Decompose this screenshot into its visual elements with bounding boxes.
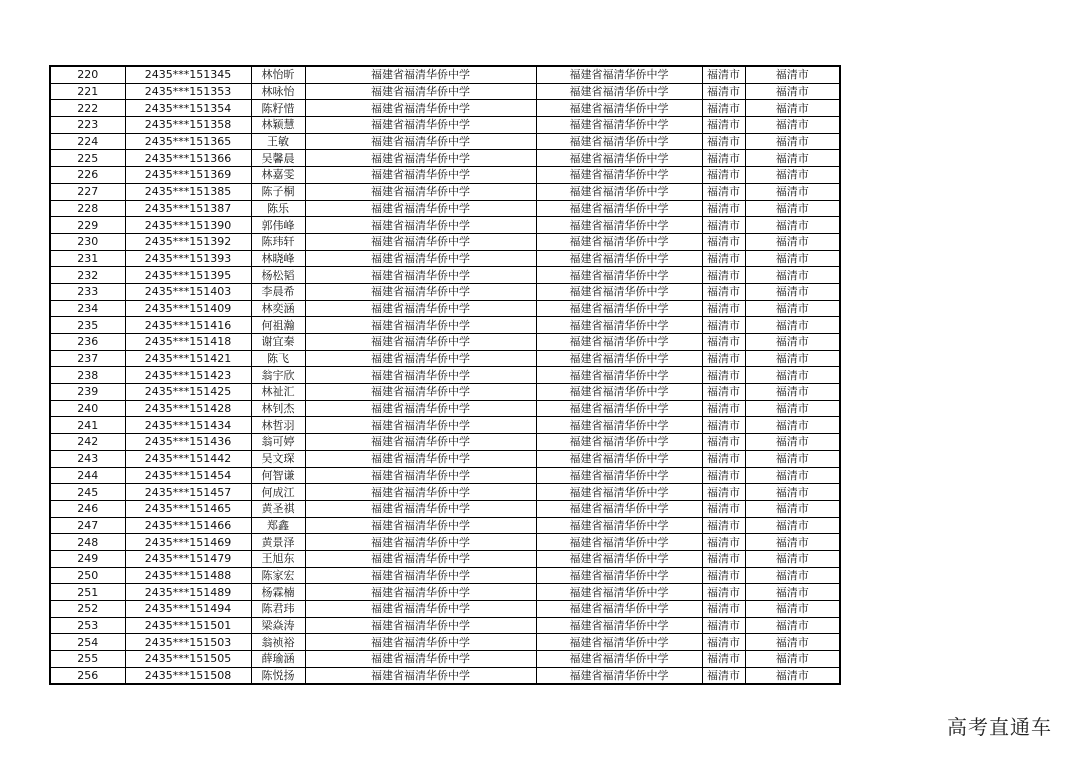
district-cell: 福清市 — [745, 183, 840, 200]
row-number-cell: 238 — [50, 367, 125, 384]
registration-school-cell: 福建省福清华侨中学 — [536, 233, 702, 250]
student-name-cell: 何成江 — [251, 484, 305, 501]
school-cell: 福建省福清华侨中学 — [305, 233, 536, 250]
registration-school-cell: 福建省福清华侨中学 — [536, 617, 702, 634]
registration-school-cell: 福建省福清华侨中学 — [536, 517, 702, 534]
student-name-cell: 郑鑫 — [251, 517, 305, 534]
district-cell: 福清市 — [745, 634, 840, 651]
student-name-cell: 梁焱涛 — [251, 617, 305, 634]
row-number-cell: 253 — [50, 617, 125, 634]
row-number-cell: 239 — [50, 384, 125, 401]
school-cell: 福建省福清华侨中学 — [305, 484, 536, 501]
city-cell: 福清市 — [702, 66, 745, 83]
row-number-cell: 245 — [50, 484, 125, 501]
registration-school-cell: 福建省福清华侨中学 — [536, 601, 702, 618]
row-number-cell: 228 — [50, 200, 125, 217]
school-cell: 福建省福清华侨中学 — [305, 584, 536, 601]
exam-id-cell: 2435***151508 — [125, 667, 251, 684]
city-cell: 福清市 — [702, 434, 745, 451]
registration-school-cell: 福建省福清华侨中学 — [536, 434, 702, 451]
city-cell: 福清市 — [702, 250, 745, 267]
school-cell: 福建省福清华侨中学 — [305, 384, 536, 401]
row-number-cell: 231 — [50, 250, 125, 267]
row-number-cell: 237 — [50, 350, 125, 367]
exam-id-cell: 2435***151494 — [125, 601, 251, 618]
student-name-cell: 林晓峰 — [251, 250, 305, 267]
city-cell: 福清市 — [702, 100, 745, 117]
district-cell: 福清市 — [745, 117, 840, 134]
row-number-cell: 250 — [50, 567, 125, 584]
city-cell: 福清市 — [702, 117, 745, 134]
student-name-cell: 杨松韬 — [251, 267, 305, 284]
table-row — [50, 283, 840, 300]
district-cell: 福清市 — [745, 200, 840, 217]
exam-id-cell: 2435***151385 — [125, 183, 251, 200]
district-cell: 福清市 — [745, 250, 840, 267]
school-cell: 福建省福清华侨中学 — [305, 400, 536, 417]
student-name-cell: 林奕涵 — [251, 300, 305, 317]
table-row — [50, 651, 840, 668]
city-cell: 福清市 — [702, 317, 745, 334]
district-cell: 福清市 — [745, 334, 840, 351]
district-cell: 福清市 — [745, 350, 840, 367]
row-number-cell: 255 — [50, 651, 125, 668]
exam-id-cell: 2435***151390 — [125, 217, 251, 234]
school-cell: 福建省福清华侨中学 — [305, 300, 536, 317]
table-row — [50, 467, 840, 484]
row-number-cell: 229 — [50, 217, 125, 234]
registration-school-cell: 福建省福清华侨中学 — [536, 550, 702, 567]
registration-school-cell: 福建省福清华侨中学 — [536, 217, 702, 234]
city-cell: 福清市 — [702, 300, 745, 317]
exam-id-cell: 2435***151425 — [125, 384, 251, 401]
city-cell: 福清市 — [702, 133, 745, 150]
exam-id-cell: 2435***151428 — [125, 400, 251, 417]
school-cell: 福建省福清华侨中学 — [305, 250, 536, 267]
registration-school-cell: 福建省福清华侨中学 — [536, 300, 702, 317]
exam-id-cell: 2435***151457 — [125, 484, 251, 501]
school-cell: 福建省福清华侨中学 — [305, 417, 536, 434]
district-cell: 福清市 — [745, 567, 840, 584]
exam-id-cell: 2435***151418 — [125, 334, 251, 351]
exam-id-cell: 2435***151442 — [125, 450, 251, 467]
city-cell: 福清市 — [702, 400, 745, 417]
student-name-cell: 陈籽惜 — [251, 100, 305, 117]
school-cell: 福建省福清华侨中学 — [305, 517, 536, 534]
table-row — [50, 317, 840, 334]
student-name-cell: 吴馨晨 — [251, 150, 305, 167]
table-row — [50, 100, 840, 117]
city-cell: 福清市 — [702, 467, 745, 484]
exam-id-cell: 2435***151353 — [125, 83, 251, 100]
row-number-cell: 224 — [50, 133, 125, 150]
city-cell: 福清市 — [702, 200, 745, 217]
city-cell: 福清市 — [702, 334, 745, 351]
city-cell: 福清市 — [702, 617, 745, 634]
student-name-cell: 陈飞 — [251, 350, 305, 367]
exam-id-cell: 2435***151403 — [125, 283, 251, 300]
registration-school-cell: 福建省福清华侨中学 — [536, 567, 702, 584]
row-number-cell: 251 — [50, 584, 125, 601]
student-name-cell: 王旭东 — [251, 550, 305, 567]
city-cell: 福清市 — [702, 384, 745, 401]
exam-id-cell: 2435***151395 — [125, 267, 251, 284]
school-cell: 福建省福清华侨中学 — [305, 367, 536, 384]
student-name-cell: 林嘉雯 — [251, 167, 305, 184]
registration-school-cell: 福建省福清华侨中学 — [536, 484, 702, 501]
exam-id-cell: 2435***151392 — [125, 233, 251, 250]
school-cell: 福建省福清华侨中学 — [305, 183, 536, 200]
row-number-cell: 221 — [50, 83, 125, 100]
district-cell: 福清市 — [745, 300, 840, 317]
city-cell: 福清市 — [702, 367, 745, 384]
school-cell: 福建省福清华侨中学 — [305, 500, 536, 517]
city-cell: 福清市 — [702, 167, 745, 184]
city-cell: 福清市 — [702, 651, 745, 668]
student-name-cell: 翁可婷 — [251, 434, 305, 451]
table-row — [50, 334, 840, 351]
table-row — [50, 500, 840, 517]
city-cell: 福清市 — [702, 150, 745, 167]
registration-school-cell: 福建省福清华侨中学 — [536, 66, 702, 83]
city-cell: 福清市 — [702, 417, 745, 434]
city-cell: 福清市 — [702, 534, 745, 551]
table-row — [50, 350, 840, 367]
exam-id-cell: 2435***151501 — [125, 617, 251, 634]
exam-id-cell: 2435***151505 — [125, 651, 251, 668]
table-row — [50, 217, 840, 234]
city-cell: 福清市 — [702, 267, 745, 284]
school-cell: 福建省福清华侨中学 — [305, 450, 536, 467]
school-cell: 福建省福清华侨中学 — [305, 567, 536, 584]
student-name-cell: 翁宇欣 — [251, 367, 305, 384]
roster-body — [50, 66, 840, 684]
district-cell: 福清市 — [745, 601, 840, 618]
student-name-cell: 谢宜秦 — [251, 334, 305, 351]
student-name-cell: 陈君玮 — [251, 601, 305, 618]
student-name-cell: 何祖瀚 — [251, 317, 305, 334]
exam-id-cell: 2435***151466 — [125, 517, 251, 534]
row-number-cell: 225 — [50, 150, 125, 167]
school-cell: 福建省福清华侨中学 — [305, 334, 536, 351]
student-name-cell: 林咏怡 — [251, 83, 305, 100]
district-cell: 福清市 — [745, 667, 840, 684]
district-cell: 福清市 — [745, 500, 840, 517]
student-name-cell: 翁祯裕 — [251, 634, 305, 651]
registration-school-cell: 福建省福清华侨中学 — [536, 133, 702, 150]
school-cell: 福建省福清华侨中学 — [305, 267, 536, 284]
district-cell: 福清市 — [745, 450, 840, 467]
school-cell: 福建省福清华侨中学 — [305, 66, 536, 83]
student-name-cell: 陈乐 — [251, 200, 305, 217]
table-row — [50, 617, 840, 634]
registration-school-cell: 福建省福清华侨中学 — [536, 450, 702, 467]
exam-id-cell: 2435***151469 — [125, 534, 251, 551]
school-cell: 福建省福清华侨中学 — [305, 534, 536, 551]
table-row — [50, 117, 840, 134]
school-cell: 福建省福清华侨中学 — [305, 467, 536, 484]
registration-school-cell: 福建省福清华侨中学 — [536, 651, 702, 668]
city-cell: 福清市 — [702, 550, 745, 567]
district-cell: 福清市 — [745, 467, 840, 484]
table-row — [50, 250, 840, 267]
table-row — [50, 183, 840, 200]
student-name-cell: 黄圣祺 — [251, 500, 305, 517]
registration-school-cell: 福建省福清华侨中学 — [536, 400, 702, 417]
row-number-cell: 234 — [50, 300, 125, 317]
school-cell: 福建省福清华侨中学 — [305, 434, 536, 451]
district-cell: 福清市 — [745, 267, 840, 284]
exam-id-cell: 2435***151465 — [125, 500, 251, 517]
student-name-cell: 林钊杰 — [251, 400, 305, 417]
table-row — [50, 267, 840, 284]
school-cell: 福建省福清华侨中学 — [305, 317, 536, 334]
student-name-cell: 陈玮轩 — [251, 233, 305, 250]
table-row — [50, 167, 840, 184]
school-cell: 福建省福清华侨中学 — [305, 667, 536, 684]
registration-school-cell: 福建省福清华侨中学 — [536, 167, 702, 184]
city-cell: 福清市 — [702, 233, 745, 250]
student-name-cell: 吴文琛 — [251, 450, 305, 467]
city-cell: 福清市 — [702, 283, 745, 300]
row-number-cell: 222 — [50, 100, 125, 117]
watermark-text: 高考直通车 — [947, 715, 1052, 739]
school-cell: 福建省福清华侨中学 — [305, 117, 536, 134]
registration-school-cell: 福建省福清华侨中学 — [536, 83, 702, 100]
city-cell: 福清市 — [702, 83, 745, 100]
student-name-cell: 杨霖楠 — [251, 584, 305, 601]
school-cell: 福建省福清华侨中学 — [305, 167, 536, 184]
district-cell: 福清市 — [745, 317, 840, 334]
district-cell: 福清市 — [745, 133, 840, 150]
student-name-cell: 何智谦 — [251, 467, 305, 484]
school-cell: 福建省福清华侨中学 — [305, 601, 536, 618]
row-number-cell: 254 — [50, 634, 125, 651]
exam-id-cell: 2435***151358 — [125, 117, 251, 134]
row-number-cell: 240 — [50, 400, 125, 417]
district-cell: 福清市 — [745, 384, 840, 401]
student-name-cell: 林颖慧 — [251, 117, 305, 134]
registration-school-cell: 福建省福清华侨中学 — [536, 100, 702, 117]
exam-id-cell: 2435***151393 — [125, 250, 251, 267]
district-cell: 福清市 — [745, 283, 840, 300]
registration-school-cell: 福建省福清华侨中学 — [536, 367, 702, 384]
city-cell: 福清市 — [702, 484, 745, 501]
exam-id-cell: 2435***151345 — [125, 66, 251, 83]
table-row — [50, 367, 840, 384]
student-name-cell: 郭伟峰 — [251, 217, 305, 234]
school-cell: 福建省福清华侨中学 — [305, 651, 536, 668]
registration-school-cell: 福建省福清华侨中学 — [536, 334, 702, 351]
exam-id-cell: 2435***151365 — [125, 133, 251, 150]
school-cell: 福建省福清华侨中学 — [305, 550, 536, 567]
table-row — [50, 150, 840, 167]
district-cell: 福清市 — [745, 400, 840, 417]
table-row — [50, 66, 840, 83]
district-cell: 福清市 — [745, 367, 840, 384]
registration-school-cell: 福建省福清华侨中学 — [536, 500, 702, 517]
row-number-cell: 247 — [50, 517, 125, 534]
city-cell: 福清市 — [702, 350, 745, 367]
district-cell: 福清市 — [745, 233, 840, 250]
row-number-cell: 249 — [50, 550, 125, 567]
district-cell: 福清市 — [745, 217, 840, 234]
district-cell: 福清市 — [745, 167, 840, 184]
student-name-cell: 黄景泽 — [251, 534, 305, 551]
row-number-cell: 220 — [50, 66, 125, 83]
row-number-cell: 223 — [50, 117, 125, 134]
registration-school-cell: 福建省福清华侨中学 — [536, 417, 702, 434]
row-number-cell: 241 — [50, 417, 125, 434]
city-cell: 福清市 — [702, 567, 745, 584]
table-row — [50, 484, 840, 501]
student-name-cell: 林祉汇 — [251, 384, 305, 401]
school-cell: 福建省福清华侨中学 — [305, 617, 536, 634]
student-roster-table — [49, 65, 841, 685]
city-cell: 福清市 — [702, 667, 745, 684]
row-number-cell: 226 — [50, 167, 125, 184]
district-cell: 福清市 — [745, 651, 840, 668]
registration-school-cell: 福建省福清华侨中学 — [536, 283, 702, 300]
city-cell: 福清市 — [702, 517, 745, 534]
row-number-cell: 232 — [50, 267, 125, 284]
registration-school-cell: 福建省福清华侨中学 — [536, 667, 702, 684]
table-row — [50, 384, 840, 401]
table-row — [50, 634, 840, 651]
student-name-cell: 陈悦扬 — [251, 667, 305, 684]
district-cell: 福清市 — [745, 550, 840, 567]
exam-id-cell: 2435***151387 — [125, 200, 251, 217]
district-cell: 福清市 — [745, 100, 840, 117]
school-cell: 福建省福清华侨中学 — [305, 133, 536, 150]
student-name-cell: 薛瑜涵 — [251, 651, 305, 668]
table-row — [50, 133, 840, 150]
table-row — [50, 584, 840, 601]
student-name-cell: 陈子桐 — [251, 183, 305, 200]
school-cell: 福建省福清华侨中学 — [305, 100, 536, 117]
registration-school-cell: 福建省福清华侨中学 — [536, 250, 702, 267]
district-cell: 福清市 — [745, 484, 840, 501]
city-cell: 福清市 — [702, 601, 745, 618]
district-cell: 福清市 — [745, 150, 840, 167]
exam-id-cell: 2435***151434 — [125, 417, 251, 434]
registration-school-cell: 福建省福清华侨中学 — [536, 317, 702, 334]
registration-school-cell: 福建省福清华侨中学 — [536, 467, 702, 484]
table-row — [50, 667, 840, 684]
table-row — [50, 517, 840, 534]
registration-school-cell: 福建省福清华侨中学 — [536, 200, 702, 217]
exam-id-cell: 2435***151436 — [125, 434, 251, 451]
district-cell: 福清市 — [745, 417, 840, 434]
district-cell: 福清市 — [745, 434, 840, 451]
exam-id-cell: 2435***151409 — [125, 300, 251, 317]
row-number-cell: 227 — [50, 183, 125, 200]
row-number-cell: 233 — [50, 283, 125, 300]
school-cell: 福建省福清华侨中学 — [305, 283, 536, 300]
exam-id-cell: 2435***151489 — [125, 584, 251, 601]
row-number-cell: 230 — [50, 233, 125, 250]
city-cell: 福清市 — [702, 634, 745, 651]
district-cell: 福清市 — [745, 534, 840, 551]
table-row — [50, 400, 840, 417]
city-cell: 福清市 — [702, 183, 745, 200]
table-row — [50, 200, 840, 217]
row-number-cell: 244 — [50, 467, 125, 484]
city-cell: 福清市 — [702, 584, 745, 601]
student-name-cell: 林哲羽 — [251, 417, 305, 434]
row-number-cell: 242 — [50, 434, 125, 451]
registration-school-cell: 福建省福清华侨中学 — [536, 150, 702, 167]
district-cell: 福清市 — [745, 584, 840, 601]
school-cell: 福建省福清华侨中学 — [305, 634, 536, 651]
school-cell: 福建省福清华侨中学 — [305, 150, 536, 167]
row-number-cell: 248 — [50, 534, 125, 551]
exam-id-cell: 2435***151479 — [125, 550, 251, 567]
table-row — [50, 233, 840, 250]
row-number-cell: 246 — [50, 500, 125, 517]
row-number-cell: 236 — [50, 334, 125, 351]
table-row — [50, 300, 840, 317]
student-name-cell: 王敏 — [251, 133, 305, 150]
table-row — [50, 434, 840, 451]
exam-id-cell: 2435***151421 — [125, 350, 251, 367]
exam-id-cell: 2435***151416 — [125, 317, 251, 334]
district-cell: 福清市 — [745, 66, 840, 83]
school-cell: 福建省福清华侨中学 — [305, 217, 536, 234]
city-cell: 福清市 — [702, 450, 745, 467]
table-row — [50, 450, 840, 467]
student-name-cell: 陈家宏 — [251, 567, 305, 584]
table-row — [50, 534, 840, 551]
school-cell: 福建省福清华侨中学 — [305, 200, 536, 217]
district-cell: 福清市 — [745, 517, 840, 534]
row-number-cell: 235 — [50, 317, 125, 334]
exam-id-cell: 2435***151488 — [125, 567, 251, 584]
district-cell: 福清市 — [745, 617, 840, 634]
exam-id-cell: 2435***151423 — [125, 367, 251, 384]
school-cell: 福建省福清华侨中学 — [305, 350, 536, 367]
exam-id-cell: 2435***151454 — [125, 467, 251, 484]
student-name-cell: 林怡昕 — [251, 66, 305, 83]
exam-id-cell: 2435***151503 — [125, 634, 251, 651]
city-cell: 福清市 — [702, 500, 745, 517]
row-number-cell: 252 — [50, 601, 125, 618]
table-row — [50, 601, 840, 618]
district-cell: 福清市 — [745, 83, 840, 100]
registration-school-cell: 福建省福清华侨中学 — [536, 634, 702, 651]
row-number-cell: 256 — [50, 667, 125, 684]
registration-school-cell: 福建省福清华侨中学 — [536, 384, 702, 401]
table-row — [50, 417, 840, 434]
table-row — [50, 567, 840, 584]
table-row — [50, 83, 840, 100]
registration-school-cell: 福建省福清华侨中学 — [536, 267, 702, 284]
table-row — [50, 550, 840, 567]
registration-school-cell: 福建省福清华侨中学 — [536, 350, 702, 367]
registration-school-cell: 福建省福清华侨中学 — [536, 534, 702, 551]
exam-id-cell: 2435***151354 — [125, 100, 251, 117]
city-cell: 福清市 — [702, 217, 745, 234]
registration-school-cell: 福建省福清华侨中学 — [536, 183, 702, 200]
registration-school-cell: 福建省福清华侨中学 — [536, 584, 702, 601]
school-cell: 福建省福清华侨中学 — [305, 83, 536, 100]
exam-id-cell: 2435***151369 — [125, 167, 251, 184]
row-number-cell: 243 — [50, 450, 125, 467]
student-name-cell: 李晨希 — [251, 283, 305, 300]
registration-school-cell: 福建省福清华侨中学 — [536, 117, 702, 134]
exam-id-cell: 2435***151366 — [125, 150, 251, 167]
